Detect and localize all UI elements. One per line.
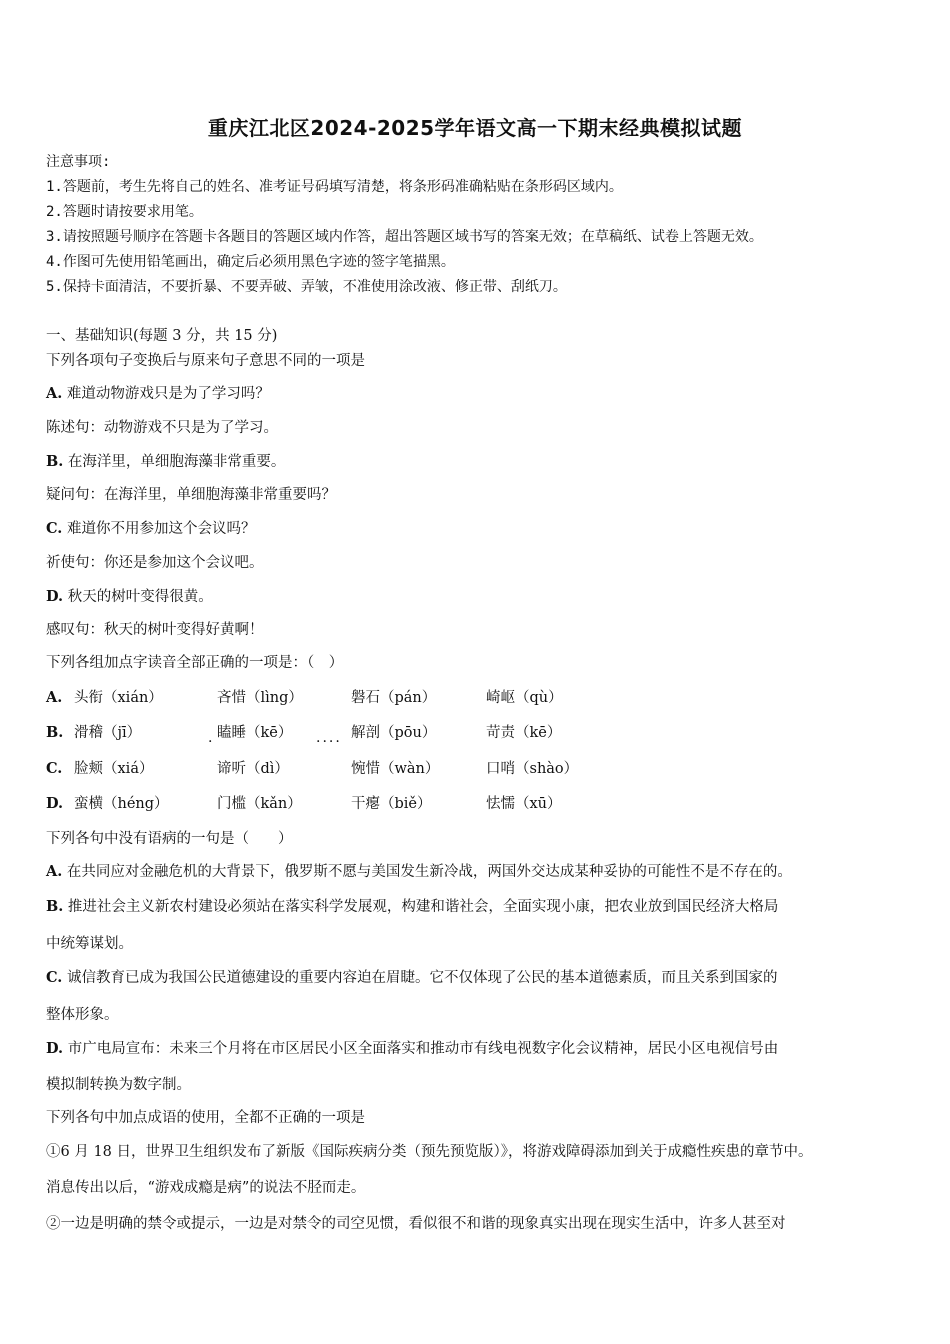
pinyin-item: 脸颊（xiá） — [74, 761, 154, 777]
pinyin-item: 磐石（pán） — [351, 690, 437, 706]
option-label: B. — [46, 898, 64, 915]
option-text: 整体形象。 — [46, 1007, 119, 1023]
option-line — [46, 553, 264, 573]
question-stem: 下列各组加点字读音全部正确的一项是：（ ） — [46, 655, 344, 671]
pinyin-item: 门槛（kǎn） — [217, 796, 302, 812]
question-stem: 下列各项句子变换后与原来句子意思不同的一项是 — [46, 353, 365, 369]
option-text: 推进社会主义新农村建设必须站在落实科学发展观，构建和谐社会，全面实现小康，把农业放到国民经济大格局 — [67, 899, 779, 915]
option-line — [46, 968, 777, 988]
option-label: A. — [46, 863, 63, 880]
notice-item: 2.答题时请按要求用笔。 — [46, 204, 203, 220]
option-text: 疑问句：在海洋里，单细胞海藻非常重要吗？ — [46, 487, 336, 503]
pinyin-item: 瞌睡（kē） — [217, 725, 293, 741]
pinyin-item: 滑稽（jī） — [74, 725, 142, 741]
pinyin-item: 口哨（shào） — [486, 761, 579, 777]
question-stem: 下列各句中没有语病的一句是（ ） — [46, 831, 293, 847]
option-label: A. — [46, 385, 63, 402]
passage-line: ①6 月 18 日，世界卫生组织发布了新版《国际疾病分类（预先预览版）》，将游戏障碍添加到关于成瘾性疾患的章节中。 — [46, 1144, 813, 1160]
option-label: B. — [46, 724, 64, 741]
pinyin-item: 解剖（pōu） — [351, 725, 437, 741]
option-line — [46, 519, 255, 539]
option-label: B. — [46, 453, 64, 470]
pinyin-item: 谛听（dì） — [217, 761, 289, 777]
option-text: 模拟制转换为数字制。 — [46, 1077, 191, 1093]
pinyin-item: 头衔（xián） — [74, 690, 163, 706]
pinyin-item: 干瘪（biě） — [351, 796, 432, 812]
option-line — [46, 1039, 778, 1059]
notice-item: 4.作图可先使用铅笔画出，确定后必须用黑色字迹的签字笔描黑。 — [46, 254, 455, 270]
notice-item: 1.答题前，考生先将自己的姓名、准考证号码填写清楚，将条形码准确粘贴在条形码区域内。 — [46, 179, 623, 195]
passage-line: 消息传出以后，“游戏成瘾是病”的说法不胫而走。 — [46, 1180, 366, 1196]
option-text: 陈述句：动物游戏不只是为了学习。 — [46, 420, 278, 436]
option-text: 中统筹谋划。 — [46, 936, 133, 952]
option-line — [46, 1005, 119, 1025]
option-text: 难道动物游戏只是为了学习吗？ — [66, 386, 270, 402]
option-text: 秋天的树叶变得很黄。 — [67, 589, 213, 605]
option-label: A. — [46, 689, 63, 706]
option-line — [46, 620, 264, 640]
page-title: 重庆江北区2024-2025学年语文高一下期末经典模拟试题 — [207, 116, 743, 140]
option-line — [46, 587, 213, 607]
option-text: 祈使句：你还是参加这个会议吧。 — [46, 555, 264, 571]
pinyin-item: 吝惜（lìng） — [217, 690, 303, 706]
option-label: C. — [46, 760, 63, 777]
option-line — [46, 485, 336, 505]
section-heading: 一、基础知识(每题 3 分，共 15 分) — [46, 328, 278, 344]
option-text: 市广电局宣布：未来三个月将在市区居民小区全面落实和推动市有线电视数字化会议精神，居民小区电视信号由 — [67, 1041, 779, 1057]
option-line — [46, 934, 133, 954]
notice-item: 5.保持卡面清洁，不要折暴、不要弄破、弄皱，不准使用涂改液、修正带、刮纸刀。 — [46, 279, 567, 295]
option-line — [46, 452, 285, 472]
option-line — [46, 897, 778, 917]
option-text: 在海洋里，单细胞海藻非常重要。 — [67, 454, 286, 470]
notice-heading: 注意事项: — [46, 154, 111, 170]
emphasis-dot: . — [208, 730, 215, 746]
notice-item: 3.请按照题号顺序在答题卡各题目的答题区域内作答，超出答题区域书写的答案无效；在草稿纸、试卷上答题无效。 — [46, 229, 763, 245]
option-label: C. — [46, 969, 63, 986]
pinyin-item: 苛责（kē） — [486, 725, 562, 741]
pinyin-item: 怯懦（xū） — [486, 796, 562, 812]
option-line — [46, 1075, 191, 1095]
option-label: D. — [46, 795, 64, 812]
option-text: 难道你不用参加这个会议吗？ — [66, 521, 256, 537]
question-stem: 下列各句中加点成语的使用，全都不正确的一项是 — [46, 1110, 365, 1126]
option-label: D. — [46, 1040, 64, 1057]
option-text: 诚信教育已成为我国公民道德建设的重要内容迫在眉睫。它不仅体现了公民的基本道德素质，而且关系到国家的 — [66, 970, 778, 986]
pinyin-item: 崎岖（qù） — [486, 690, 563, 706]
passage-line: ②一边是明确的禁令或提示，一边是对禁令的司空见惯，看似很不和谐的现象真实出现在现实生活中，许多人甚至对 — [46, 1216, 786, 1232]
pinyin-item: 惋惜（wàn） — [351, 761, 440, 777]
option-line — [46, 862, 792, 882]
option-line — [46, 384, 270, 404]
option-text: 在共同应对金融危机的大背景下，俄罗斯不愿与美国发生新冷战，两国外交达成某种妥协的可能性不是不存在的。 — [66, 864, 792, 880]
pinyin-item: 蛮横（héng） — [74, 796, 169, 812]
option-line — [46, 418, 278, 438]
option-label: D. — [46, 588, 64, 605]
option-label: C. — [46, 520, 63, 537]
emphasis-dots: .... — [316, 730, 342, 746]
option-text: 感叹句：秋天的树叶变得好黄啊！ — [46, 622, 264, 638]
